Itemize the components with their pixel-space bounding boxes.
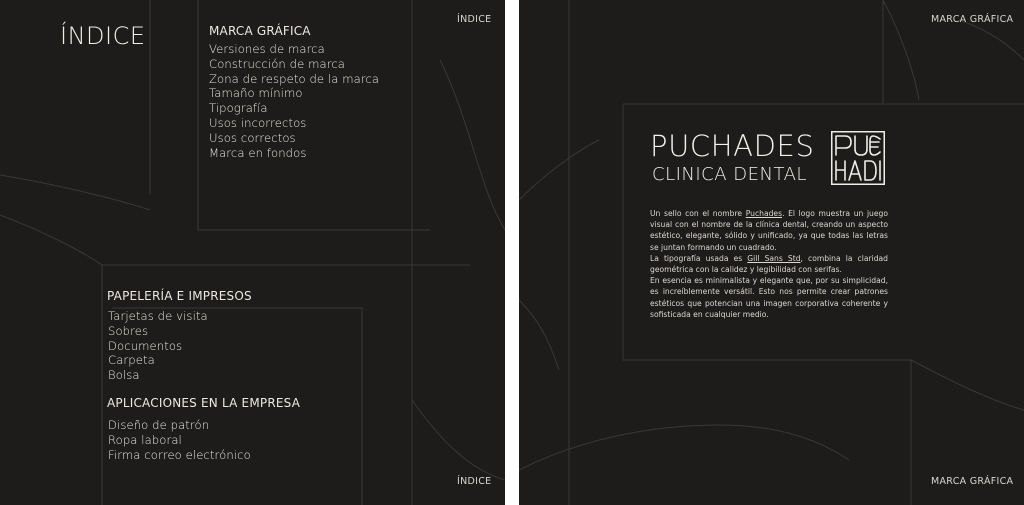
toc-item[interactable]: Usos incorrectos: [209, 115, 307, 130]
toc-item[interactable]: Carpeta: [108, 353, 155, 368]
description-text: . El logo muestra un juego visual con el nombre de la clínica dental, creando un aspecto estético, elegante, sólido y unificado, ya que todas las letras se juntan formando un cuadrado.: [650, 209, 888, 252]
page-title: ÍNDICE: [60, 22, 146, 50]
toc-item[interactable]: Bolsa: [108, 368, 140, 383]
toc-item[interactable]: Sobres: [108, 323, 149, 338]
font-link[interactable]: Gill Sans Std: [747, 253, 801, 263]
header-tag: ÍNDICE: [457, 14, 492, 25]
brand-subtitle: CLINICA DENTAL: [652, 164, 807, 185]
toc-item[interactable]: Tarjetas de visita: [108, 309, 208, 323]
toc-item[interactable]: Documentos: [108, 338, 183, 353]
description-paragraph: [650, 253, 888, 275]
toc-item[interactable]: Firma correo electrónico: [108, 447, 251, 462]
index-page: [0, 0, 505, 505]
toc-item[interactable]: Marca en fondos: [209, 145, 307, 160]
brand-mark-page: [519, 0, 1024, 505]
brand-description: [650, 208, 888, 320]
footer-tag: ÍNDICE: [457, 476, 492, 487]
section-title-aplicaciones: APLICACIONES EN LA EMPRESA: [107, 396, 301, 410]
brand-monogram-logo: [831, 131, 885, 185]
brand-name: PUCHADES: [650, 129, 815, 163]
description-text: La tipografía usada es: [650, 253, 748, 263]
toc-item[interactable]: Zona de respeto de la marca: [209, 71, 380, 86]
toc-list-aplicaciones: [108, 418, 251, 462]
puchades-link[interactable]: Puchades: [745, 209, 783, 218]
toc-item[interactable]: Diseño de patrón: [108, 418, 210, 432]
description-paragraph: En esencia es minimalista y elegante que, por su simplicidad, es increíblemente versátil. Esto nos permite crear patrones estéticos que potencian una imagen corporativa coherente y sofisticada en cualquier medio.: [650, 276, 888, 319]
toc-list-marca-grafica: [209, 42, 379, 160]
footer-tag: MARCA GRÁFICA: [931, 476, 1014, 487]
toc-item[interactable]: Construcción de marca: [209, 56, 345, 71]
description-text: , combina la claridad geométrica con la calidez y legibilidad con serifas.: [650, 253, 889, 275]
toc-list-papeleria: [108, 309, 208, 383]
section-title-papeleria: PAPELERÍA E IMPRESOS: [107, 289, 252, 303]
header-tag: MARCA GRÁFICA: [931, 14, 1014, 25]
description-paragraph: [650, 208, 888, 253]
toc-item[interactable]: Tipografía: [209, 101, 268, 116]
toc-item[interactable]: Usos correctos: [209, 130, 296, 145]
section-title-marca-grafica: MARCA GRÁFICA: [209, 24, 311, 38]
toc-item[interactable]: Ropa laboral: [108, 432, 182, 447]
description-text: Un sello con el nombre: [650, 209, 746, 218]
toc-item[interactable]: Tamaño mínimo: [209, 86, 303, 101]
toc-item[interactable]: Versiones de marca: [209, 42, 325, 56]
